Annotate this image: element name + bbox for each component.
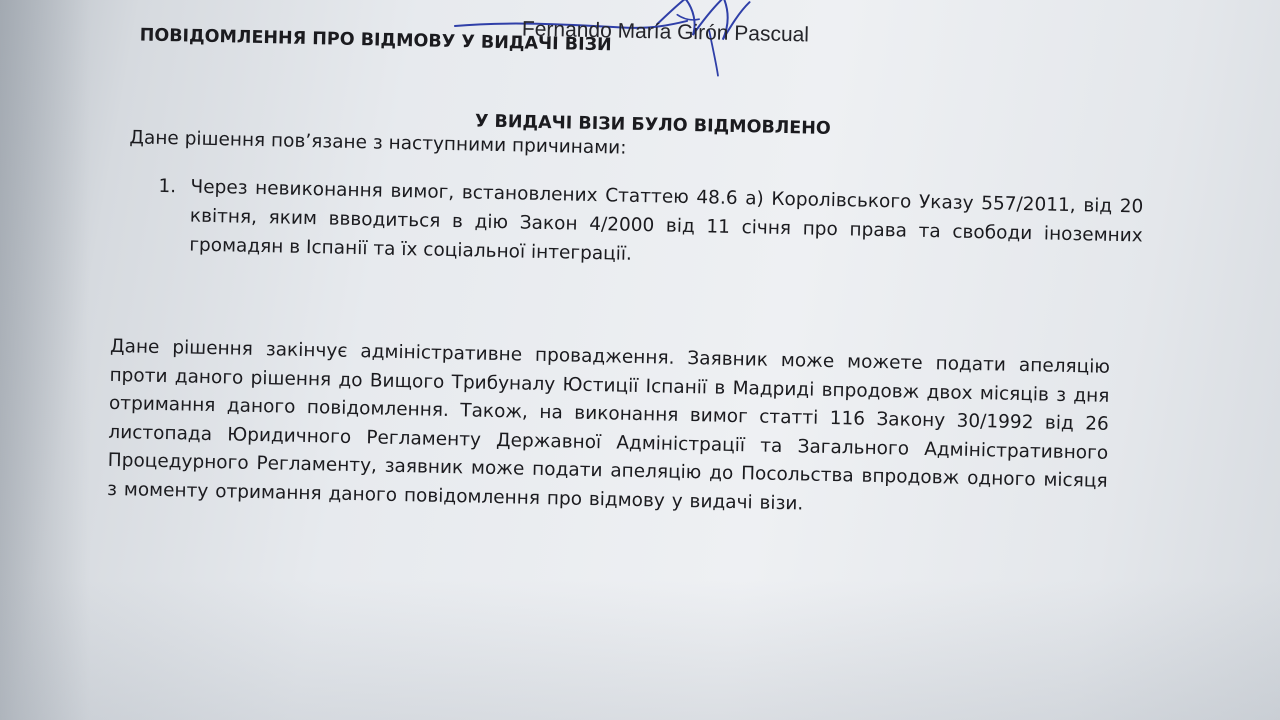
reason-text: Через невиконання вимог, встановлених Статтею 48.6 а) Королівського Указу 557/2011, від 20 квітня, яким ввводиться в дію Закон 4/2000 від 11 січня про права та свободи іноземних громадян в Іспанії та їх соціальної інтеграції. [189, 176, 1144, 265]
reasons-intro: Дане рішення пов’язане з наступними причинами: [129, 127, 627, 159]
document-subtitle: У ВИДАЧІ ВІЗИ БУЛО ВІДМОВЛЕНО [474, 111, 831, 139]
appeal-paragraph: Дане рішення закінчує адміністративне провадження. Заявник може можете подати апеляцію проти даного рішення до Вищого Трибуналу Юстиції Іспанії в Мадриді впродовж двох місяців з дня отримання даного повідомлення. Також, на виконання вимог статті 116 Закону 30/1992 від 26 листопада Юридичного Регламенту Державної Адміністрації та Загального Адміністративного Процедурного Регламенту, заявник може подати апеляцію до Посольства впродовж одного місяця з моменту отримання даного повідомлення про відмову у видачі візи. [106, 335, 1111, 514]
reason-list-item [157, 172, 1144, 280]
signer-name: Fernando María Girón Pascual [521, 17, 810, 47]
document-title: ПОВІДОМЛЕННЯ ПРО ВІДМОВУ У ВИДАЧІ ВІЗИ [139, 25, 612, 56]
reason-number: 1. [158, 175, 177, 198]
